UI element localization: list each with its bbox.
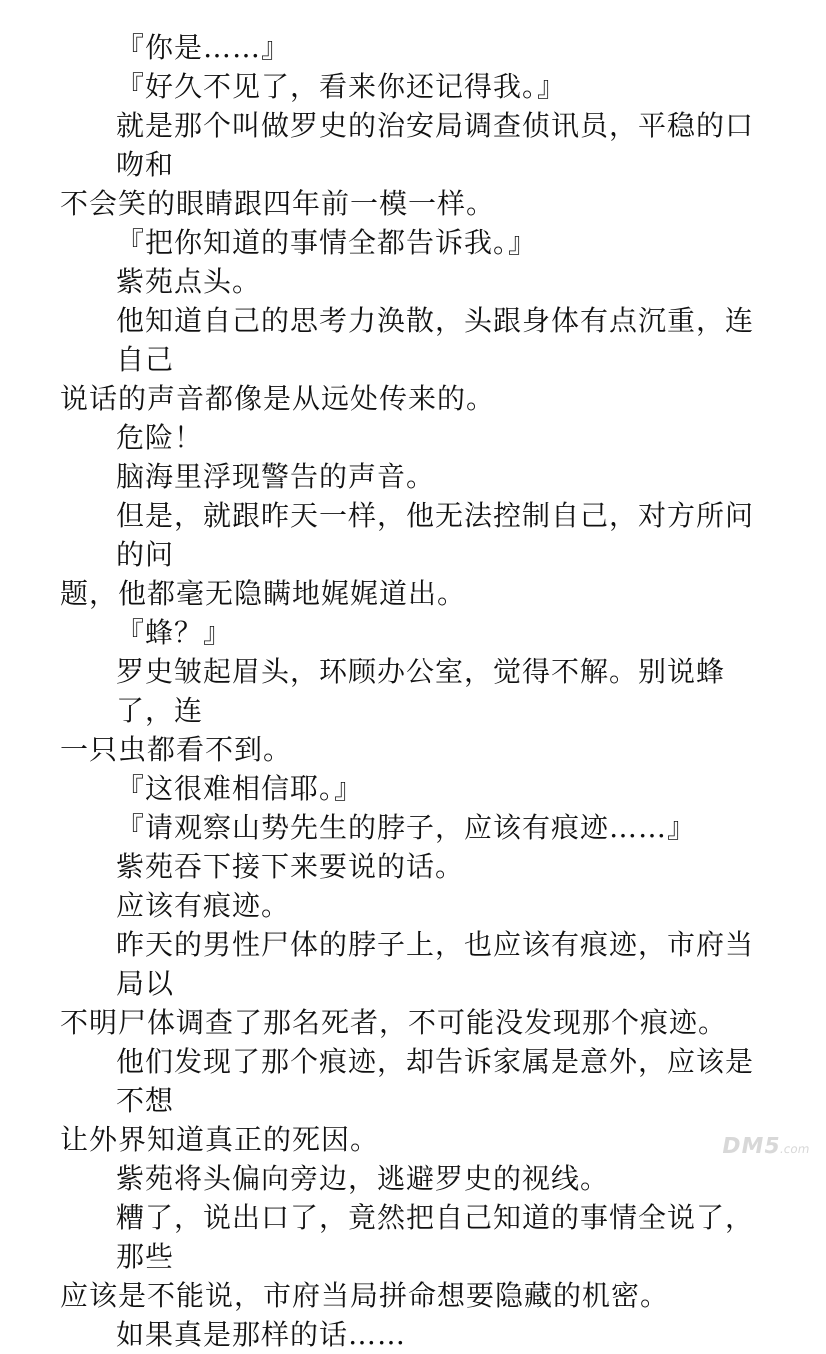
paragraph: 紫苑点头。	[116, 265, 262, 298]
paragraph-line: 不会笑的眼睛跟四年前一模一样。	[60, 187, 496, 220]
paragraph: 如果真是那样的话……	[116, 1318, 407, 1351]
paragraph-line: 一只虫都看不到。	[60, 733, 293, 766]
paragraph-line: 应该是不能说，市府当局拼命想要隐藏的机密。	[60, 1279, 670, 1312]
watermark-suffix: .com	[778, 1142, 811, 1156]
paragraph-line: 让外界知道真正的死因。	[60, 1123, 380, 1156]
paragraph	[60, 106, 760, 223]
document-page	[60, 28, 760, 1354]
paragraph	[60, 925, 760, 1042]
paragraph: 应该有痕迹。	[116, 889, 291, 922]
paragraph: 『请观察山势先生的脖子，应该有痕迹……』	[116, 811, 697, 844]
paragraph: 『蜂？』	[116, 616, 233, 649]
paragraph-line: 说话的声音都像是从远处传来的。	[60, 382, 496, 415]
paragraph: 『这很难相信耶。』	[116, 772, 364, 805]
paragraph-line: 糟了，说出口了，竟然把自己知道的事情全说了，那些	[116, 1201, 755, 1273]
paragraph-line: 昨天的男性尸体的脖子上，也应该有痕迹，市府当局以	[116, 928, 755, 1000]
paragraph-line: 他们发现了那个痕迹，却告诉家属是意外，应该是不想	[116, 1045, 755, 1117]
paragraph	[60, 301, 760, 418]
paragraph: 『把你知道的事情全都告诉我。』	[116, 226, 538, 259]
paragraph: 脑海里浮现警告的声音。	[116, 460, 436, 493]
paragraph	[60, 1198, 760, 1315]
paragraph-line: 题，他都毫无隐瞒地娓娓道出。	[60, 577, 467, 610]
watermark-main: DM5	[719, 1134, 783, 1159]
paragraph-line: 罗史皱起眉头，环顾办公室，觉得不解。别说蜂了，连	[116, 655, 726, 727]
paragraph-line: 但是，就跟昨天一样，他无法控制自己，对方所问的问	[116, 499, 755, 571]
paragraph: 『好久不见了，看来你还记得我。』	[116, 70, 567, 103]
paragraph: 危险！	[116, 421, 204, 454]
paragraph	[60, 1042, 760, 1159]
paragraph-line: 不明尸体调查了那名死者，不可能没发现那个痕迹。	[60, 1006, 728, 1039]
paragraph-line: 就是那个叫做罗史的治安局调查侦讯员，平稳的口吻和	[116, 109, 755, 181]
paragraph	[60, 496, 760, 613]
paragraph	[60, 652, 760, 769]
paragraph: 紫苑将头偏向旁边，逃避罗史的视线。	[116, 1162, 610, 1195]
paragraph: 紫苑吞下接下来要说的话。	[116, 850, 465, 883]
paragraph: 『你是……』	[116, 31, 291, 64]
paragraph-line: 他知道自己的思考力涣散，头跟身体有点沉重，连自己	[116, 304, 755, 376]
watermark-logo	[720, 1134, 812, 1159]
